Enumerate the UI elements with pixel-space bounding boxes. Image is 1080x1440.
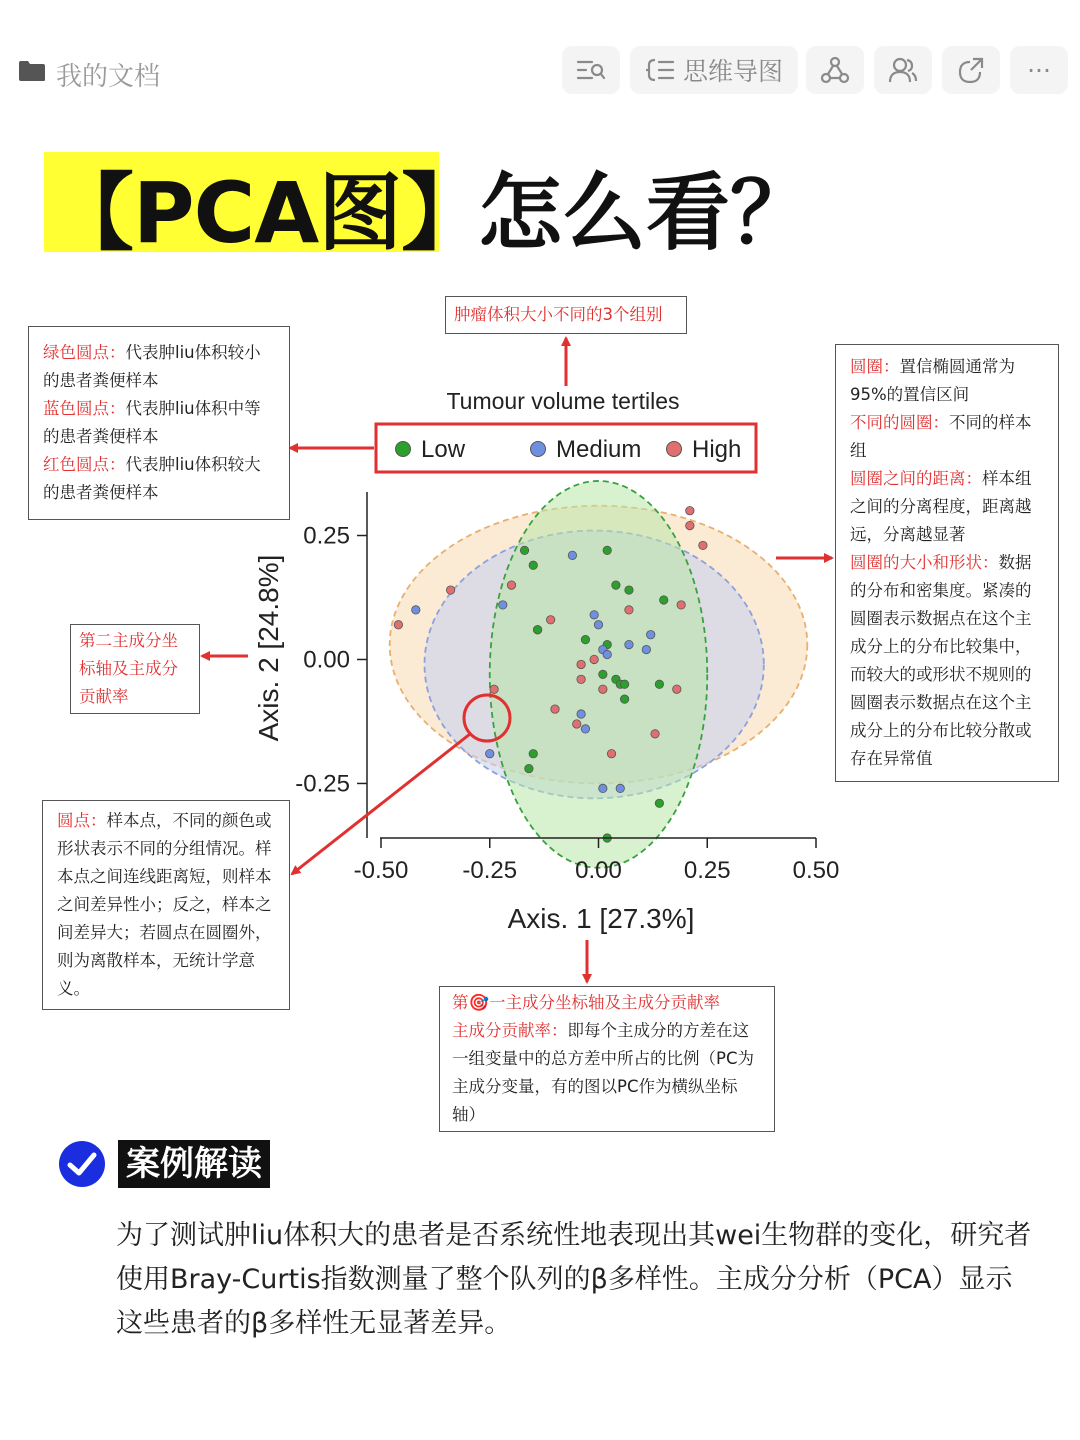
x-tick-label: 0.00 (575, 857, 622, 884)
point-high (551, 705, 559, 713)
point-low (655, 680, 663, 688)
point-high (577, 660, 585, 668)
point-medium (625, 640, 633, 648)
point-high (686, 507, 694, 515)
point-low (599, 670, 607, 678)
green-dot-key: 绿色圆点： (43, 343, 126, 362)
case-study-label: 案例解读 (118, 1140, 270, 1188)
ellipse-note-box (835, 344, 1059, 782)
point-low (581, 635, 589, 643)
point-medium (412, 606, 420, 614)
point-high (599, 685, 607, 693)
point-medium (486, 749, 494, 757)
x-tick-label: -0.25 (462, 857, 518, 884)
point-medium (647, 630, 655, 638)
contribution-key: 主成分贡献率： (452, 1021, 568, 1040)
page-title-rest: 怎么看？ (478, 164, 815, 262)
breadcrumb-doc-name[interactable]: 我的文档 (56, 62, 161, 92)
legend-label-medium: Medium (556, 436, 642, 463)
point-medium (499, 601, 507, 609)
point-high (673, 685, 681, 693)
point-medium (603, 650, 611, 658)
point-low (529, 749, 537, 757)
point-low (520, 546, 528, 554)
point-low (603, 546, 611, 554)
different-ellipse-text: 不同的样本组 (850, 413, 1032, 460)
contribution-text: 即每个主成分的方差在这一组变量中的总方差中所占的比例（PC为主成分变量，有的图以PC作为横纵坐标轴） (452, 1021, 754, 1124)
point-high (677, 601, 685, 609)
point-high (625, 606, 633, 614)
point-medium (577, 710, 585, 718)
legend-marker-high (667, 442, 682, 457)
point-low (612, 581, 620, 589)
blue-dot-text: 代表肿liu体积中等的患者粪便样本 (43, 399, 261, 446)
point-high (699, 541, 707, 549)
y-tick-label: -0.25 (295, 770, 350, 798)
x-axis-label: Axis. 1 [27.3%] (507, 903, 695, 934)
point-text: 样本点，不同的颜色或形状表示不同的分组情况。样本点之间连线距离短，则样本之间差异性小；反之，样本之间差异大；若圆点在圆圈外，则为离散样本，无统计学意义。 (57, 811, 272, 998)
check-icon (58, 1140, 106, 1188)
legend-marker-medium (531, 442, 546, 457)
point-high (546, 616, 554, 624)
more-icon: ··· (1027, 55, 1051, 85)
point-high (651, 730, 659, 738)
blue-dot-key: 蓝色圆点： (43, 399, 126, 418)
point-medium (594, 621, 602, 629)
point-medium (590, 611, 598, 619)
page-title-highlighted: 【PCA图】 (50, 164, 485, 262)
point-high (577, 675, 585, 683)
mindmap-label: 思维导图 (682, 57, 783, 86)
point-medium (616, 784, 624, 792)
x-tick-label: 0.50 (792, 857, 840, 884)
axis1-note-box (439, 986, 775, 1132)
legend-label-high: High (692, 436, 742, 463)
point-low (660, 596, 668, 604)
y-axis-label: Axis. 2 [24.8%] (253, 554, 284, 742)
ellipse-distance-text: 样本组之间的分离程度，距离越远，分离越显著 (850, 469, 1032, 544)
point-low (525, 764, 533, 772)
groups-note-text: 肿瘤体积大小不同的3个组别 (454, 305, 663, 324)
point-high (607, 749, 615, 757)
axis1-note-title: 第🎯一主成分坐标轴及主成分贡献率 (452, 993, 721, 1012)
point-key: 圆点： (57, 811, 107, 830)
red-dot-key: 红色圆点： (43, 455, 126, 474)
point-high (590, 655, 598, 663)
point-low (620, 695, 628, 703)
point-high (446, 586, 454, 594)
x-tick-label: 0.25 (683, 857, 731, 884)
axis2-note-text: 第二主成分坐标轴及主成分贡献率 (79, 631, 178, 706)
ellipse-key: 圆圈： (850, 357, 900, 376)
point-high (394, 621, 402, 629)
red-dot-text: 代表肿liu体积较大的患者粪便样本 (43, 455, 261, 502)
point-medium (568, 551, 576, 559)
point-medium (599, 784, 607, 792)
point-low (620, 680, 628, 688)
point-high (686, 521, 694, 529)
x-tick-label: -0.50 (353, 857, 409, 884)
point-low (655, 799, 663, 807)
groups-note-box (445, 296, 687, 334)
green-dot-text: 代表肿liu体积较小的患者粪便样本 (43, 343, 261, 390)
legend-note-box (28, 326, 290, 520)
axis2-note-box (70, 624, 200, 714)
point-note-box (42, 800, 290, 1010)
point-low (529, 561, 537, 569)
different-ellipse-key: 不同的圆圈： (850, 413, 949, 432)
point-low (533, 626, 541, 634)
case-study-text: 为了测试肿liu体积大的患者是否系统性地表现出其wei生物群的变化，研究者使用Bray-Curtis指数测量了整个队列的β多样性。主成分分析（PCA）显示这些患者的β多样性无显著差异。 (116, 1220, 1032, 1339)
point-high (573, 720, 581, 728)
ellipse-size-text: 数据的分布和密集度。紧凑的圆圈表示数据点在这个主成分上的分布比较集中，而较大的或形状不规则的圆圈表示数据点在这个主成分上的分布比较分散或存在异常值 (850, 553, 1032, 768)
point-high (490, 685, 498, 693)
ellipse-text: 置信椭圆通常为95%的置信区间 (850, 357, 1015, 404)
ellipse-size-key: 圆圈的大小和形状： (850, 553, 999, 572)
arrow-to-point-note (292, 734, 470, 874)
ellipse-distance-key: 圆圈之间的距离： (850, 469, 982, 488)
point-medium (581, 725, 589, 733)
point-low (625, 586, 633, 594)
legend-marker-low (396, 442, 411, 457)
point-medium (642, 645, 650, 653)
y-tick-label: 0.00 (303, 646, 350, 674)
legend-label-low: Low (421, 436, 466, 463)
y-tick-label: 0.25 (303, 522, 350, 550)
legend-title: Tumour volume tertiles (446, 388, 680, 414)
point-high (507, 581, 515, 589)
